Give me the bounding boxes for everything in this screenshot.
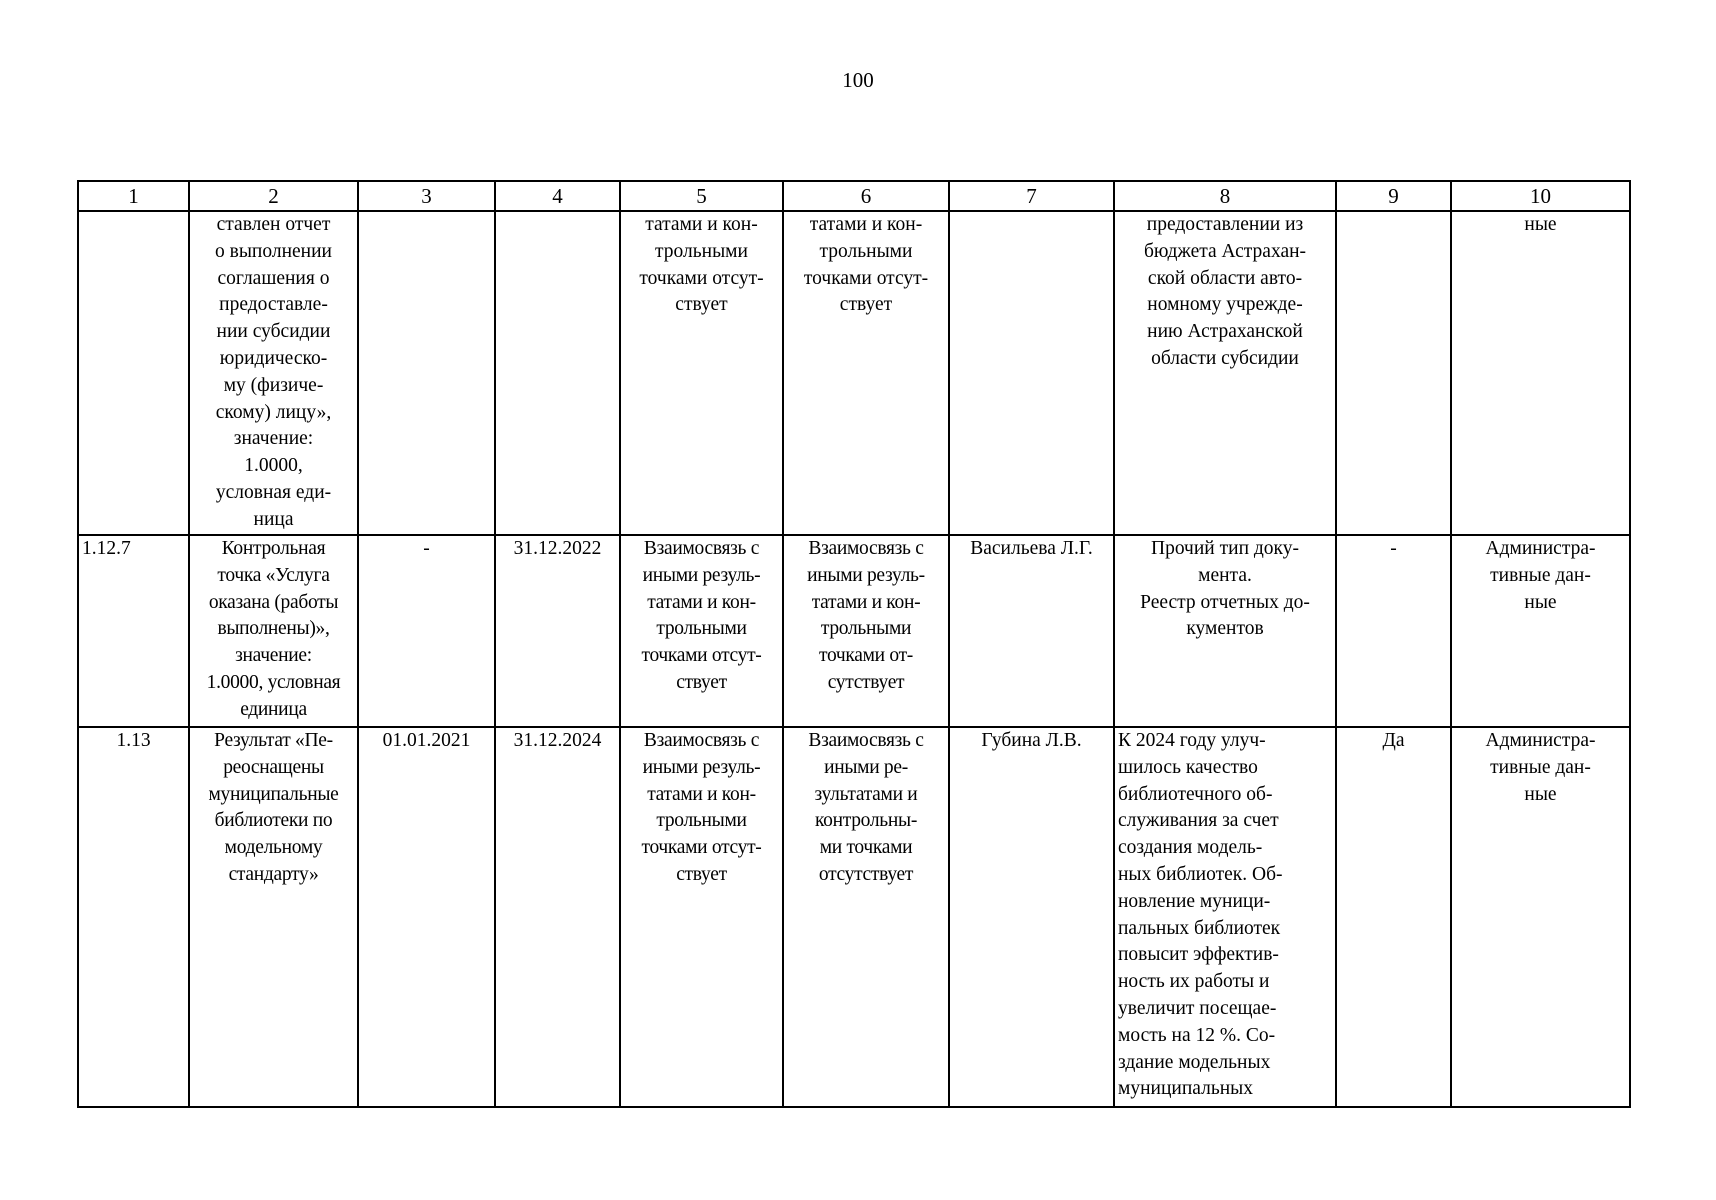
results-table <box>77 180 1631 1108</box>
cell-predecessors: татами и кон- трольными точками отсут- ствует <box>639 214 764 316</box>
table-cell <box>783 535 949 727</box>
table-cell <box>1114 211 1336 535</box>
cell-source: ные <box>1524 214 1557 235</box>
table-cell <box>1336 211 1451 535</box>
cell-successors: Взаимосвязь с иными резуль- татами и кон- трольными точками от- сутствует <box>807 538 925 693</box>
table-cell <box>620 727 783 1107</box>
page-number: 100 <box>842 68 874 92</box>
cell-name: Результат «Пе- реоснащены муниципальные библиотеки по модельному стандарту» <box>208 730 339 885</box>
column-header: 1 <box>78 181 189 211</box>
column-header: 6 <box>783 181 949 211</box>
table-row <box>78 211 1630 535</box>
table-cell <box>1114 535 1336 727</box>
table-cell <box>495 211 620 535</box>
cell-flag: Да <box>1382 730 1405 751</box>
table-cell <box>495 535 620 727</box>
cell-end-date: 31.12.2022 <box>513 538 602 559</box>
column-header: 8 <box>1114 181 1336 211</box>
table-cell <box>189 727 358 1107</box>
table-cell <box>949 211 1114 535</box>
column-header: 10 <box>1451 181 1630 211</box>
cell-source: Администра- тивные дан- ные <box>1485 730 1596 805</box>
cell-predecessors: Взаимосвязь с иными резуль- татами и кон- трольными точками отсут- ствует <box>641 730 762 885</box>
table-cell <box>1336 727 1451 1107</box>
cell-predecessors: Взаимосвязь с иными резуль- татами и кон- трольными точками отсут- ствует <box>641 538 762 693</box>
table-cell <box>78 211 189 535</box>
table-cell <box>1336 535 1451 727</box>
table-cell <box>1451 211 1630 535</box>
table-header-row <box>78 181 1630 211</box>
column-header: 4 <box>495 181 620 211</box>
cell-number: 1.12.7 <box>82 538 131 559</box>
table-cell <box>78 727 189 1107</box>
table-cell <box>620 535 783 727</box>
table-cell <box>949 727 1114 1107</box>
cell-source: Администра- тивные дан- ные <box>1485 538 1596 613</box>
cell-start-date: - <box>423 538 430 559</box>
column-header: 7 <box>949 181 1114 211</box>
cell-successors: татами и кон- трольными точками отсут- ствует <box>803 214 929 316</box>
column-header: 5 <box>620 181 783 211</box>
table-cell <box>1114 727 1336 1107</box>
table-row <box>78 535 1630 727</box>
table-cell <box>358 727 495 1107</box>
table-cell <box>495 727 620 1107</box>
table-cell <box>189 211 358 535</box>
column-header: 3 <box>358 181 495 211</box>
cell-end-date: 31.12.2024 <box>513 730 602 751</box>
cell-responsible: Губина Л.В. <box>981 730 1082 751</box>
cell-document: предоставлении из бюджета Астрахан- ской области авто- номному учрежде- нию Астраханской области субсидии <box>1143 214 1307 369</box>
cell-number: 1.13 <box>116 730 151 751</box>
table-cell <box>783 211 949 535</box>
table-row <box>78 727 1630 1107</box>
cell-flag: - <box>1390 538 1397 559</box>
table-cell <box>949 535 1114 727</box>
cell-document: Прочий тип доку- мента. Реестр отчетных до- кументов <box>1140 538 1310 640</box>
column-header: 2 <box>189 181 358 211</box>
table-cell <box>620 211 783 535</box>
table-cell <box>189 535 358 727</box>
table-cell <box>358 535 495 727</box>
cell-name: ставлен отчет о выполнении соглашения о предоставле- нии субсидии юридическо- му (физиче- скому) лицу», значение: 1.0000, условная еди- ница <box>215 214 332 530</box>
table-cell <box>1451 535 1630 727</box>
cell-start-date: 01.01.2021 <box>382 730 471 751</box>
table-cell <box>358 211 495 535</box>
cell-successors: Взаимосвязь с иными ре- зультатами и контрольны- ми точками отсутствует <box>808 730 924 885</box>
table-cell <box>1451 727 1630 1107</box>
cell-responsible: Васильева Л.Г. <box>970 538 1093 559</box>
cell-name: Контрольная точка «Услуга оказана (работы выполнены)», значение: 1.0000, условная единица <box>206 538 341 720</box>
cell-document: К 2024 году улуч- шилось качество библиотечного об- служивания за счет создания модель- ных библиотек. Об- новление муници- пальных библиотек повысит эффектив- ность их работы и увеличит посещае- мость на 12 %. Со- здание модельных муниципальных <box>1118 730 1283 1100</box>
column-header: 9 <box>1336 181 1451 211</box>
table-cell <box>783 727 949 1107</box>
table-cell <box>78 535 189 727</box>
